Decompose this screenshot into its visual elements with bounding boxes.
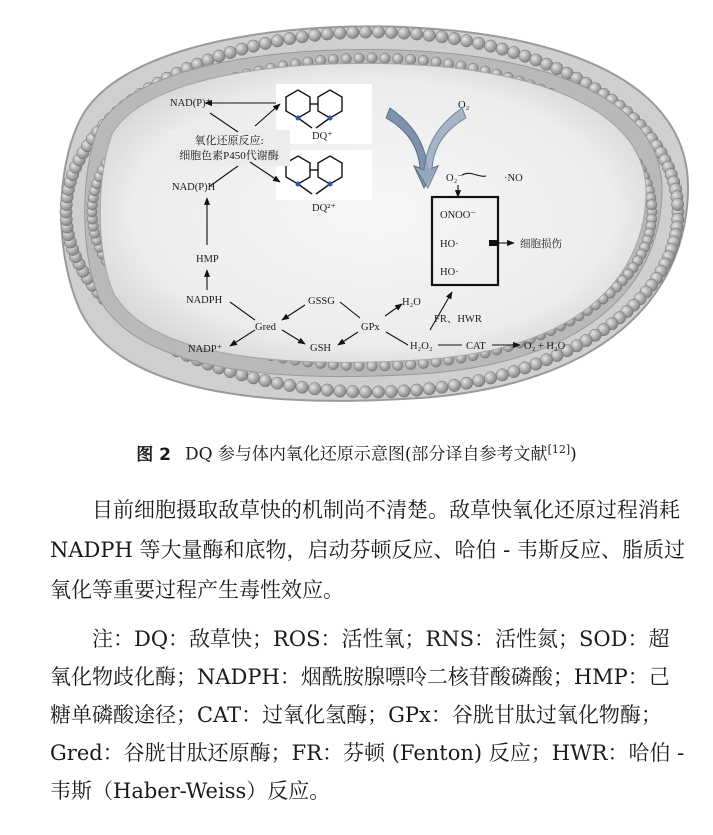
membrane-bead bbox=[385, 26, 397, 38]
node-cell-damage: 细胞损伤 bbox=[520, 239, 562, 250]
body-paragraph-1: 目前细胞摄取敌草快的机制尚不清楚。敌草快氧化还原过程消耗 NADPH 等大量酶和底物，启动芬顿反应、哈伯 - 韦斯反应、脂质过氧化等重要过程产生毒性效应。 bbox=[50, 498, 685, 602]
node-fr-hwr: FR、HWR bbox=[434, 314, 482, 325]
node-no: ·NO bbox=[504, 173, 523, 184]
node-cat: CAT bbox=[466, 341, 486, 352]
membrane-bead bbox=[334, 27, 346, 39]
membrane-bead bbox=[411, 28, 423, 40]
node-nadp-plus: NADP⁺ bbox=[188, 344, 223, 355]
membrane-bead bbox=[460, 35, 472, 47]
membrane-bead bbox=[508, 365, 520, 377]
redox-label-line2: 细胞色素P450代谢酶 bbox=[179, 150, 279, 162]
caption-close: ) bbox=[570, 444, 577, 465]
membrane-bead bbox=[496, 43, 508, 55]
node-o2: O₂ bbox=[458, 100, 470, 111]
membrane-bead bbox=[271, 377, 283, 389]
nitrogen-atom-icon bbox=[296, 116, 301, 121]
membrane-bead bbox=[334, 385, 346, 397]
node-h2o: H₂O bbox=[402, 297, 421, 308]
membrane-bead bbox=[259, 375, 271, 387]
membrane-bead bbox=[484, 40, 496, 52]
membrane-bead bbox=[519, 50, 531, 62]
membrane-bead bbox=[347, 26, 359, 38]
membrane-bead bbox=[213, 50, 225, 62]
node-ho-1: HO· bbox=[440, 239, 459, 250]
dq-2plus-structure bbox=[276, 150, 372, 200]
membrane-bead bbox=[321, 28, 333, 40]
membrane-bead bbox=[271, 35, 283, 47]
cell-membrane bbox=[60, 26, 688, 401]
nitrogen-atom-icon bbox=[328, 116, 333, 121]
membrane-bead bbox=[508, 46, 520, 58]
caption-reference: [12] bbox=[547, 443, 571, 456]
node-nadph: NADPH bbox=[186, 295, 223, 306]
membrane-bead bbox=[359, 386, 371, 398]
membrane-bead bbox=[436, 381, 448, 393]
figure-number: 图 2 bbox=[136, 444, 171, 465]
membrane-bead bbox=[473, 37, 485, 49]
node-dq-plus: DQ⁺ bbox=[312, 131, 333, 142]
node-ho-2: HO· bbox=[440, 267, 459, 278]
membrane-bead bbox=[341, 54, 351, 64]
membrane-bead bbox=[672, 198, 684, 210]
membrane-bead bbox=[372, 26, 384, 38]
membrane-bead bbox=[448, 379, 460, 391]
node-dq-2plus: DQ²⁺ bbox=[312, 203, 336, 214]
membrane-bead bbox=[236, 43, 248, 55]
membrane-bead bbox=[398, 385, 410, 397]
node-gsh: GSH bbox=[310, 343, 332, 354]
membrane-bead bbox=[398, 27, 410, 39]
membrane-bead bbox=[347, 385, 359, 397]
node-gred: Gred bbox=[255, 322, 276, 333]
membrane-bead bbox=[296, 31, 308, 43]
node-gssg: GSSG bbox=[308, 296, 335, 307]
membrane-bead bbox=[423, 383, 435, 395]
membrane-bead bbox=[496, 369, 508, 381]
membrane-bead bbox=[484, 372, 496, 384]
membrane-bead bbox=[354, 53, 364, 63]
membrane-bead bbox=[284, 379, 296, 391]
membrane-bead bbox=[460, 377, 472, 389]
membrane-bead bbox=[284, 32, 296, 44]
membrane-bead bbox=[647, 200, 657, 210]
membrane-bead bbox=[519, 362, 531, 374]
caption-text: DQ 参与体内氧化还原示意图(部分译自参考文献 bbox=[184, 444, 548, 465]
membrane-bead bbox=[321, 384, 333, 396]
node-gpx: GPx bbox=[361, 322, 380, 333]
membrane-bead bbox=[296, 381, 308, 393]
membrane-bead bbox=[436, 31, 448, 43]
membrane-bead bbox=[423, 29, 435, 41]
membrane-bead bbox=[530, 358, 542, 370]
node-o2-radical: O₂⁻ bbox=[446, 173, 463, 184]
membrane-bead bbox=[224, 46, 236, 58]
membrane-bead bbox=[359, 26, 371, 38]
damage-arrow-stem bbox=[489, 240, 499, 246]
node-o2-h2o: O₂ + H₂O bbox=[524, 341, 566, 352]
figure-caption bbox=[0, 437, 713, 468]
node-nadph-top: NAD(P)H bbox=[172, 182, 216, 193]
node-onoo: ONOO⁻ bbox=[440, 210, 476, 221]
membrane-bead bbox=[411, 384, 423, 396]
membrane-bead bbox=[448, 32, 460, 44]
membrane-bead bbox=[259, 37, 271, 49]
membrane-bead bbox=[372, 386, 384, 398]
membrane-bead bbox=[380, 53, 390, 63]
membrane-bead bbox=[393, 54, 403, 64]
node-nadp-plus-top: NAD(P)⁺ bbox=[170, 98, 212, 109]
nitrogen-atom-icon bbox=[296, 182, 301, 187]
node-hmp: HMP bbox=[196, 254, 219, 265]
abbreviation-note: 注：DQ：敌草快；ROS：活性氧；RNS：活性氮；SOD：超氧化物歧化酶；NADPH：烟酰胺腺嘌呤二核苷酸磷酸；HMP：己糖单磷酸途径；CAT：过氧化氢酶；GPx：谷胱甘肽过氧化物酶；Gred：谷胱甘肽还原酶；FR：芬顿 (Fenton) 反应；HWR：哈伯 - 韦斯（Haber-Weiss）反应。 bbox=[50, 627, 685, 803]
membrane-bead bbox=[247, 372, 259, 384]
nitrogen-atom-icon bbox=[328, 182, 333, 187]
membrane-bead bbox=[247, 40, 259, 52]
membrane-bead bbox=[473, 375, 485, 387]
membrane-bead bbox=[406, 54, 416, 64]
redox-label-line1: 氧化还原反应: bbox=[194, 135, 264, 147]
membrane-bead bbox=[309, 383, 321, 395]
node-h2o2: H₂O₂ bbox=[410, 341, 433, 352]
membrane-bead bbox=[418, 55, 428, 65]
membrane-bead bbox=[367, 53, 377, 63]
membrane-bead bbox=[309, 29, 321, 41]
membrane-bead bbox=[385, 385, 397, 397]
